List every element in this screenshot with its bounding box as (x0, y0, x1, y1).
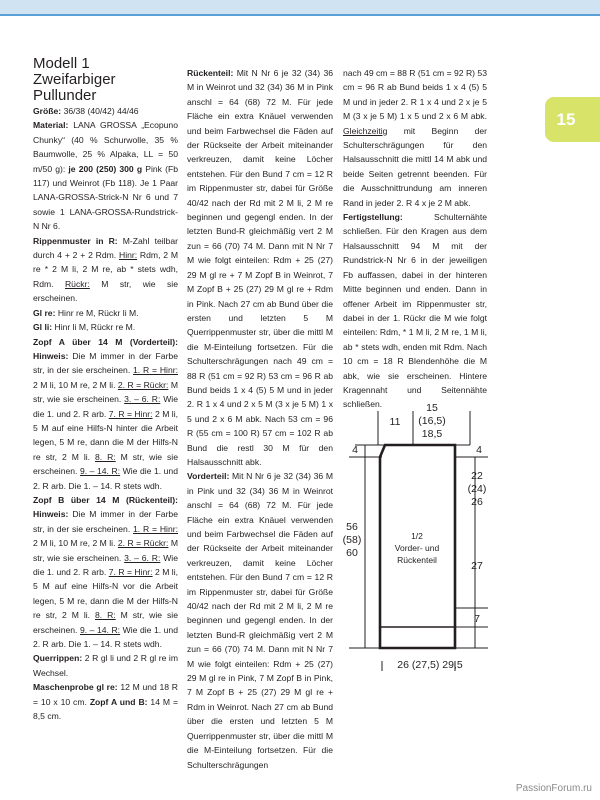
paragraph (33, 651, 178, 680)
text-underlined: Gleichzeitig (343, 125, 388, 136)
label-bottom-width: 26 (27,5) 29,5 (397, 659, 463, 671)
text-heading: Rippenmuster in R: (33, 235, 123, 246)
label-piece-line2: Vorder- und (394, 543, 440, 553)
text-underlined: 8. R: (94, 610, 116, 621)
text-run: Wie die 1. und 2. R arb. Die 1. – 14. R stets wdh. (33, 466, 178, 491)
text-underlined: 9. – 14. R: (79, 624, 121, 635)
paragraph (343, 66, 487, 210)
top-stripe-line (0, 14, 600, 16)
text-underlined: 3. – 6. R: (124, 552, 161, 563)
text-run: Rdm, 2 M re * 2 M li, 2 M re, ab * stets wdh, Rdm. (33, 250, 178, 289)
text-underlined: 1. R = Hinr: (133, 523, 178, 534)
paragraph (187, 469, 333, 772)
text-heading: Vorderteil: (187, 471, 232, 482)
text-underlined: 1. R = Hinr: (133, 365, 178, 376)
paragraph (33, 306, 178, 320)
label-armhole-1: 22 (471, 470, 483, 482)
label-piece-fraction: 1/2 (411, 531, 423, 541)
text-run: 2 M li, 5 M auf eine Hilfs-N vor die Arbeit legen, 5 M re, dann die M der Hilfs-N re str, 2 M li. (33, 567, 178, 621)
paragraph (33, 104, 178, 118)
text-run: Wie die 1. und 2. R arb. (33, 552, 178, 577)
text-underlined: Hinr: (118, 250, 138, 261)
paragraph (33, 118, 178, 233)
text-run: 2 M li, 10 M re, 2 M li. (33, 538, 118, 549)
label-total-height-1: 56 (346, 521, 358, 533)
text-column-3 (343, 66, 487, 412)
text-run: M str, wie sie erscheinen. (33, 278, 178, 304)
text-underlined: 8. R: (94, 451, 116, 462)
top-stripe (0, 0, 600, 14)
paragraph (187, 66, 333, 469)
page-number: 15 (556, 110, 576, 129)
model-title-line2: Zweifarbiger (33, 71, 116, 88)
text-heading: Zopf A und B: (89, 696, 148, 707)
label-top-width-3: 18,5 (421, 428, 443, 440)
text-run: M str, wie sie erscheinen. (33, 538, 179, 563)
text-underlined: 7. R = Hinr: (108, 567, 153, 577)
text-run: LANA GROSSA „Ecopuno Chunky“ (40 % Schurwolle, 35 % Baumwolle, 25 % Alpaka, LL = 50 m/50 g): (33, 120, 178, 174)
text-heading: Gl re: (33, 307, 58, 318)
text-heading: Maschenprobe gl re: (33, 682, 121, 693)
label-armhole-3: 26 (471, 496, 483, 508)
paragraph (33, 335, 178, 493)
text-run: 2 R gl li und 2 R gl re im Wechsel. (33, 653, 178, 678)
paragraph (343, 210, 487, 412)
text-run: Hinr li M, Rückr re M. (54, 322, 136, 333)
label-rib-height: 7 (474, 613, 480, 625)
text-heading: je 200 (250) 300 g (68, 163, 143, 174)
label-total-height-3: 60 (346, 547, 358, 559)
text-underlined: Rückr: (64, 278, 90, 289)
label-piece-line3: Rückenteil (397, 555, 437, 565)
text-run: 2 M li, 5 M auf eine Hilfs-N hinter die Arbeit legen, 5 M re, dann die M der Hilfs-N re str, 2 M li. (33, 408, 178, 462)
text-run: Die M immer in der Farbe str, in der sie erscheinen. (33, 350, 178, 376)
text-run: 2 M li, 10 M re, 2 M li. (33, 379, 118, 390)
text-heading: Zopf A über 14 M (Vorderteil): Hinweis: (33, 336, 178, 361)
text-run: M str, wie sie erscheinen. (33, 451, 178, 477)
text-run: 12 M und 18 R = 10 x 10 cm. (33, 682, 178, 707)
text-run: nach 49 cm = 88 R (51 cm = 92 R) 53 cm = 96 R ab Bund beids 1 x 4 (5) 5 M und in jeder 2. R 1 x 4 und 2 x je 5 M (3 x je 5 M) 1 x 5 und 2 x 6 M abk. (343, 68, 487, 122)
label-shoulder-right: 4 (476, 444, 482, 456)
label-neck-width: 11 (389, 416, 401, 428)
paragraph (33, 493, 178, 651)
text-run: Mit N Nr 6 je 32 (34) 36 M in Weinrot und 32 (34) 36 M in Pink anschl = 64 (68) 72 M. Für jede Fläche ein extra Knäuel verwenden und beim Farbwechsel die Fäden auf der Rückseite der Arbeit miteinander verkreuzen, damit keine Löcher entstehen. Für den Bund 7 cm = 12 R im Rippenmuster str, dabei für Größe 40/42 nach der Rd mit 2 M li, 2 M re beginnen und gegengl enden. In der letzten Bund-R gleichmäßig vert 2 M zun = 66 (70) 74 M. Dann mit N Nr 7 M wie folgt einteilen: Rdm + 25 (27) 29 M gl re + 7 M Zopf B in Weinrot, 7 M Zopf B + 25 (27) 29 M gl re + Rdm in Pink. Nach 27 cm ab Bund über die ersten und letzten 5 M Querrippenmuster str, über die mittl M die M-Einteilung fortsetzen. Für die Schulterschrägungen nach 49 cm = 88 R (51 cm = 92 R) 53 cm = 96 R ab Bund beids 1 x 4 (5) 5 M und in jeder 2. R 1 x 4 und 2 x 5 M (3 x je 5 M) 1 x 5 und 2 x 6 M abk. Nach 53 cm = 96 R (55 cm = 100 R) 57 cm = 102 R ab Bund die restl 30 M für den Halsausschnitt abk. (187, 68, 334, 467)
text-run: M str, wie sie erscheinen. (33, 379, 179, 405)
text-heading: Querrippen: (33, 653, 85, 664)
label-total-height-2: (58) (342, 534, 362, 546)
text-run: Mit N Nr 6 je 32 (34) 36 M in Pink und 32 (34) 36 M in Weinrot anschl = 64 (68) 72 M. Für jede Fläche ein extra Knäuel verwenden und beim Farbwechsel die Fäden auf der Rückseite der Arbeit miteinander verkreuzen, damit keine Löcher entstehen. Für den Bund 7 cm = 12 R im Rippenmuster str, dabei für Größe 40/42 nach der Rd mit 2 M li, 2 M re beginnen und gegengl enden. In der letzten Bund-R gleichmäßig vert 2 M zun = 66 (70) 74 M. Dann mit N Nr 7 M wie folgt einteilen: Rdm + 25 (27) 29 M gl re in Pink, 7 M Zopf B in Pink, 7 M Zopf B + 25 (27) 29 M gl re + Rdm in Weinrot. Nach 27 cm ab Bund über die ersten und letzten 5 M Querrippenmuster str, über die mittl M die M-Einteilung fortsetzen. Für die Schulterschrägungen (187, 471, 333, 770)
text-underlined: 9. – 14. R: (79, 466, 121, 477)
model-title (33, 56, 116, 104)
text-underlined: 2. R = Rückr: (117, 538, 169, 549)
text-underlined: 7. R = Hinr: (108, 408, 153, 419)
text-column-1 (33, 104, 178, 723)
label-top-width-1: 15 (426, 402, 438, 414)
text-run: Die M immer in der Farbe str, in der sie erscheinen. (33, 509, 178, 534)
model-title-line1: Modell 1 (33, 55, 90, 72)
text-run: M-Zahl teilbar durch 4 + 2 + 2 Rdm. (33, 235, 178, 261)
text-run: mit Beginn der Schulterschrägungen für den Halsausschnitt die mittl 14 M abk und beide Seiten getrennt beenden. Für die Ausschnittrundung am inneren Rand in jeder 2. R 4 x je 2 M abk. (343, 125, 487, 208)
text-heading: Fertigstellung: (343, 212, 434, 223)
label-lower-height: 27 (471, 560, 483, 572)
paragraph (33, 680, 178, 723)
text-underlined: 3. – 6. R: (124, 394, 161, 405)
text-run: 36/38 (40/42) 44/46 (63, 106, 139, 116)
paragraph (33, 234, 178, 306)
text-run: Schulternähte schließen. Für den Kragen aus dem Halsausschnitt 94 M mit der Rundstrick-N Nr 6 in der jeweiligen Fb auffassen, dabei in der hinteren Mitte beginnen und enden. Dann in offener Arbeit im Rippenmuster str, dabei in der 1. Rückr die M wie folgt einteilen: Rdm, * 1 M li, 2 M re, 1 M li, ab * stets wdh, enden mit Rdm. Nach 10 cm = 18 R Blendenhöhe die M abk, wie sie erscheinen. Hintere Kragennaht und Seitennähte schließen. (343, 212, 487, 410)
text-heading: Gl li: (33, 322, 55, 333)
model-title-line3: Pullunder (33, 87, 97, 104)
text-column-2 (187, 66, 333, 772)
label-shoulder-left: 4 (352, 444, 358, 456)
text-run: 14 M = 8,5 cm. (33, 696, 178, 722)
text-run: Hinr re M, Rückr li M. (57, 307, 139, 318)
text-heading: Material: (33, 120, 74, 131)
text-underlined: 2. R = Rückr: (117, 379, 169, 390)
text-heading: Größe: (33, 106, 64, 116)
label-top-width-2: (16,5) (418, 415, 446, 427)
text-run: M str, wie sie erscheinen. (33, 610, 178, 635)
paragraph (33, 320, 178, 334)
text-run: Wie die 1. und 2. R arb. (33, 394, 178, 419)
label-armhole-2: (24) (467, 483, 487, 495)
text-run: Wie die 1. und 2. R arb. Die 1. – 14. R stets wdh. (33, 624, 178, 650)
text-heading: Zopf B über 14 M (Rückenteil): Hinweis: (33, 494, 178, 520)
text-heading: Rückenteil: (187, 68, 237, 78)
page-number-tab (545, 97, 600, 142)
schematic-diagram (335, 395, 505, 675)
watermark: PassionForum.ru (515, 783, 592, 794)
text-run: Pink (Fb 117) und Weinrot (Fb 118). Je 1 Paar LANA-GROSSA-Strick-N Nr 6 und 7 sowie 1 LANA-GROSSA-Rundstrick-N Nr 6. (33, 163, 178, 232)
